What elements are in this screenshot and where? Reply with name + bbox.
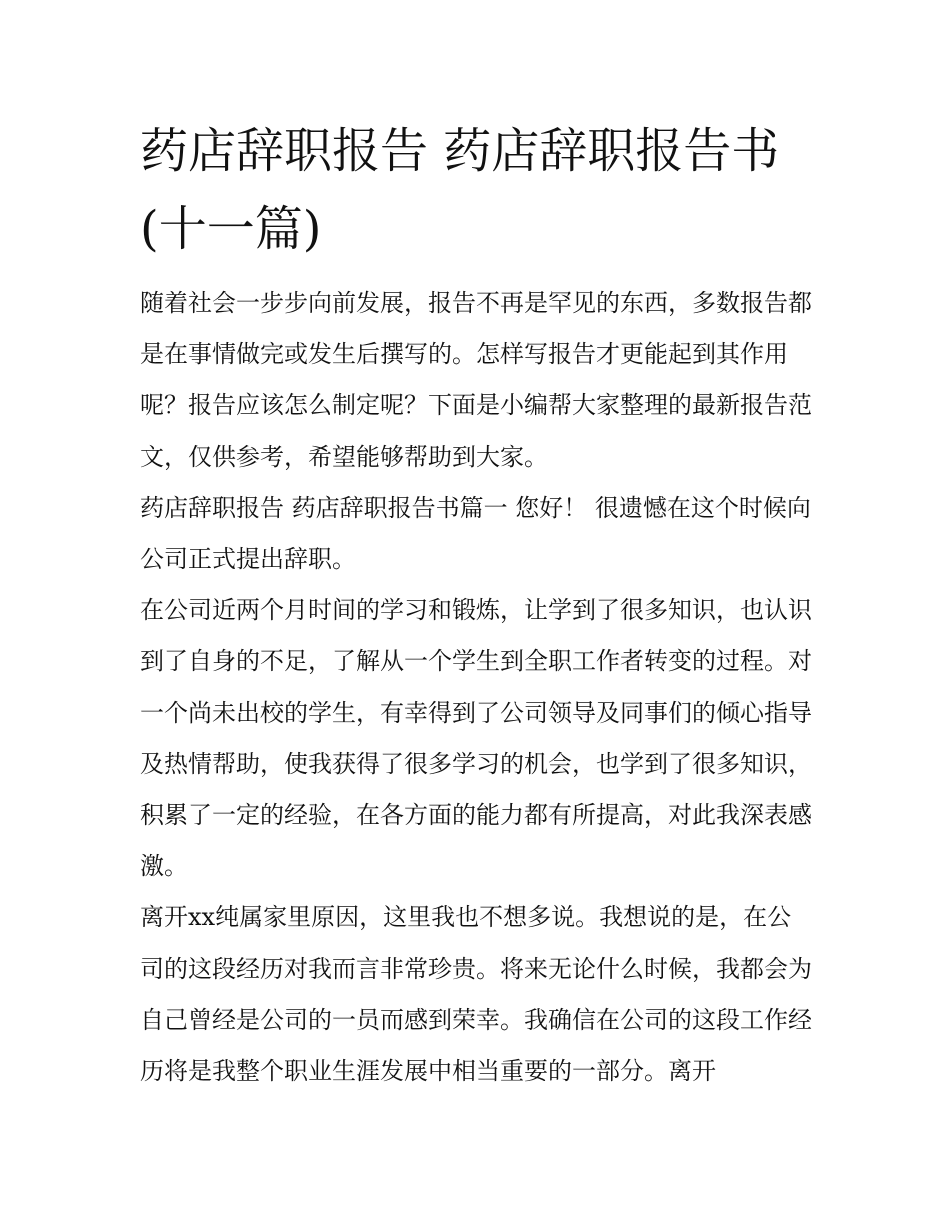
paragraph-gratitude: 在公司近两个月时间的学习和锻炼，让学到了很多知识，也认识到了自身的不足，了解从一个学生到全职工作者转变的过程。对一个尚未出校的学生，有幸得到了公司领导及同事们的倾心指导及热情帮助，使我获得了很多学习的机会，也学到了很多知识，积累了一定的经验，在各方面的能力都有所提高，对此我深表感激。 xyxy=(140,596,812,881)
document-body xyxy=(140,278,812,1097)
document-title: 药店辞职报告 药店辞职报告书(十一篇) xyxy=(140,123,780,257)
paragraph-intro: 随着社会一步步向前发展，报告不再是罕见的东西，多数报告都是在事情做完或发生后撰写的。怎样写报告才更能起到其作用呢？报告应该怎么制定呢？下面是小编帮大家整理的最新报告范文，仅供参考，希望能够帮助到大家。 xyxy=(140,289,812,471)
paragraph-reason: 离开xx纯属家里原因，这里我也不想多说。我想说的是，在公司的这段经历对我而言非常珍贵。将来无论什么时候，我都会为自己曾经是公司的一员而感到荣幸。我确信在公司的这段工作经历将是我整个职业生涯发展中相当重要的一部分。离开 xyxy=(140,903,812,1086)
paragraph-greeting: 药店辞职报告 药店辞职报告书篇一 您好！ 很遗憾在这个时候向公司正式提出辞职。 xyxy=(140,493,811,574)
